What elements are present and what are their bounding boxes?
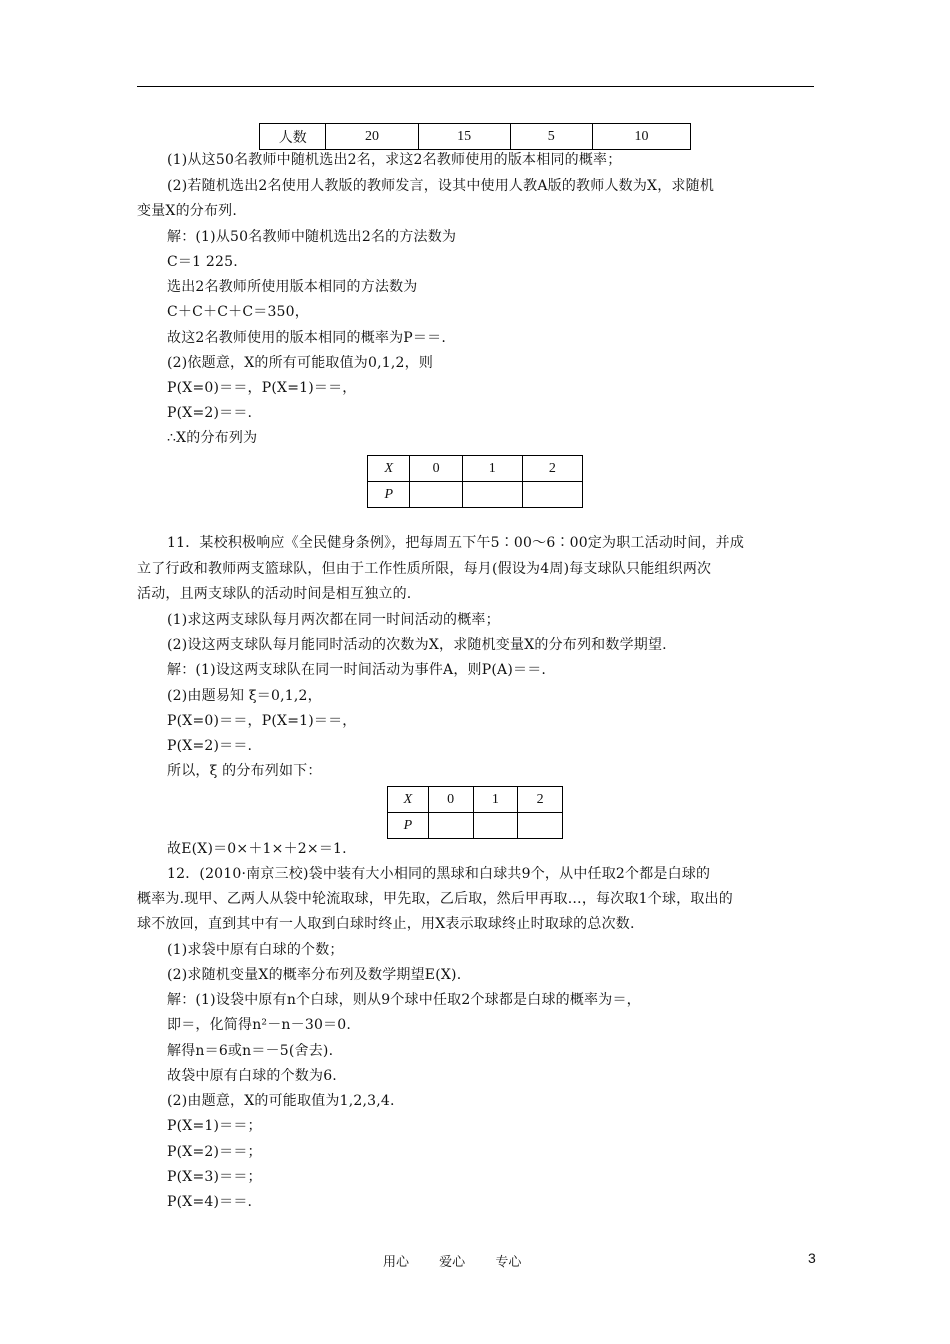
text-line: 球不放回，直到其中有一人取到白球时终止，用X表示取球终止时取球的总次数. bbox=[137, 916, 635, 932]
table-cell: 2 bbox=[518, 787, 563, 813]
text-line: 选出2名教师所使用版本相同的方法数为 bbox=[167, 279, 418, 295]
table-cell: 2 bbox=[522, 456, 582, 482]
text-line: P(X=2)＝＝. bbox=[167, 405, 253, 421]
text-line: P(X=0)＝＝，P(X=1)＝＝， bbox=[167, 380, 357, 396]
table-cell bbox=[522, 482, 582, 508]
text-line: (1)求袋中原有白球的个数； bbox=[167, 942, 344, 958]
text-line: P(X=4)＝＝. bbox=[167, 1194, 253, 1210]
teacher-count-table bbox=[259, 123, 691, 150]
text-line: P(X=3)＝＝； bbox=[167, 1169, 262, 1185]
text-line: 即＝，化简得n²－n－30＝0. bbox=[167, 1017, 352, 1033]
text-line: P(X=2)＝＝. bbox=[167, 738, 253, 754]
page-footer bbox=[383, 1251, 547, 1270]
text-line: (1)从这50名教师中随机选出2名，求这2名教师使用的版本相同的概率； bbox=[167, 152, 622, 168]
text-line: (2)依题意，X的所有可能取值为0,1,2，则 bbox=[167, 355, 434, 371]
table-cell bbox=[518, 813, 563, 839]
text-line: 活动，且两支球队的活动时间是相互独立的. bbox=[137, 586, 412, 602]
text-line: (1)求这两支球队每月两次都在同一时间活动的概率； bbox=[167, 612, 500, 628]
text-line: C＋C＋C＋C＝350， bbox=[167, 304, 309, 320]
text-line: 故E(X)＝0×＋1×＋2×＝1. bbox=[167, 841, 347, 857]
table-cell: X bbox=[388, 787, 429, 813]
table-cell: 0 bbox=[428, 787, 473, 813]
table-cell: 1 bbox=[473, 787, 518, 813]
table-cell bbox=[462, 482, 522, 508]
text-line: 解：(1)设这两支球队在同一时间活动为事件A，则P(A)＝＝. bbox=[167, 662, 547, 678]
footer-item: 爱心 bbox=[439, 1255, 466, 1270]
text-line: 解：(1)设袋中原有n个白球，则从9个球中任取2个球都是白球的概率为＝， bbox=[167, 992, 641, 1008]
text-line: ∴X的分布列为 bbox=[167, 430, 258, 446]
text-line: 12．(2010·南京三校)袋中装有大小相同的黑球和白球共9个，从中任取2个都是白球的 bbox=[167, 866, 711, 882]
header-rule bbox=[137, 86, 814, 87]
distribution-table bbox=[387, 786, 563, 839]
table-cell: 20 bbox=[326, 124, 418, 150]
text-line: 所以，ξ 的分布列如下： bbox=[167, 763, 322, 779]
table-cell: P bbox=[368, 482, 410, 508]
page-number: 3 bbox=[808, 1250, 816, 1266]
text-line: 解：(1)从50名教师中随机选出2名的方法数为 bbox=[167, 229, 457, 245]
text-line: (2)由题意，X的可能取值为1,2,3,4. bbox=[167, 1093, 395, 1109]
text-line: 11．某校积极响应《全民健身条例》，把每周五下午5∶00～6∶00定为职工活动时间，并成 bbox=[167, 535, 745, 551]
text-line: 故这2名教师使用的版本相同的概率为P＝＝. bbox=[167, 330, 446, 346]
table-cell: X bbox=[368, 456, 410, 482]
table-cell bbox=[473, 813, 518, 839]
text-line: (2)设这两支球队每月能同时活动的次数为X，求随机变量X的分布列和数学期望. bbox=[167, 637, 667, 653]
text-line: 解得n＝6或n＝－5(舍去). bbox=[167, 1043, 334, 1059]
table-cell: 15 bbox=[418, 124, 510, 150]
table-cell bbox=[428, 813, 473, 839]
text-line: 变量X的分布列. bbox=[137, 203, 238, 219]
table-cell bbox=[410, 482, 462, 508]
table-cell: 1 bbox=[462, 456, 522, 482]
text-line: P(X=0)＝＝，P(X=1)＝＝， bbox=[167, 713, 357, 729]
table-cell: 0 bbox=[410, 456, 462, 482]
text-line: P(X=2)＝＝； bbox=[167, 1144, 262, 1160]
distribution-table bbox=[367, 455, 583, 508]
table-cell: 10 bbox=[592, 124, 690, 150]
table-cell: P bbox=[388, 813, 429, 839]
text-line: 立了行政和教师两支篮球队，但由于工作性质所限，每月(假设为4周)每支球队只能组织两次 bbox=[137, 561, 712, 577]
text-line: 故袋中原有白球的个数为6. bbox=[167, 1068, 337, 1084]
text-line: (2)若随机选出2名使用人教版的教师发言，设其中使用人教A版的教师人数为X，求随机 bbox=[167, 178, 715, 194]
table-cell: 5 bbox=[510, 124, 592, 150]
text-line: C＝1 225. bbox=[167, 254, 238, 270]
text-line: (2)求随机变量X的概率分布列及数学期望E(X). bbox=[167, 967, 462, 983]
footer-item: 专心 bbox=[495, 1255, 522, 1270]
text-line: (2)由题易知 ξ＝0,1,2， bbox=[167, 688, 322, 704]
text-line: P(X=1)＝＝； bbox=[167, 1118, 262, 1134]
table-cell: 人数 bbox=[260, 124, 326, 150]
footer-item: 用心 bbox=[383, 1255, 410, 1270]
text-line: 概率为.现甲、乙两人从袋中轮流取球，甲先取，乙后取，然后甲再取…，每次取1个球，取出的 bbox=[137, 891, 733, 907]
